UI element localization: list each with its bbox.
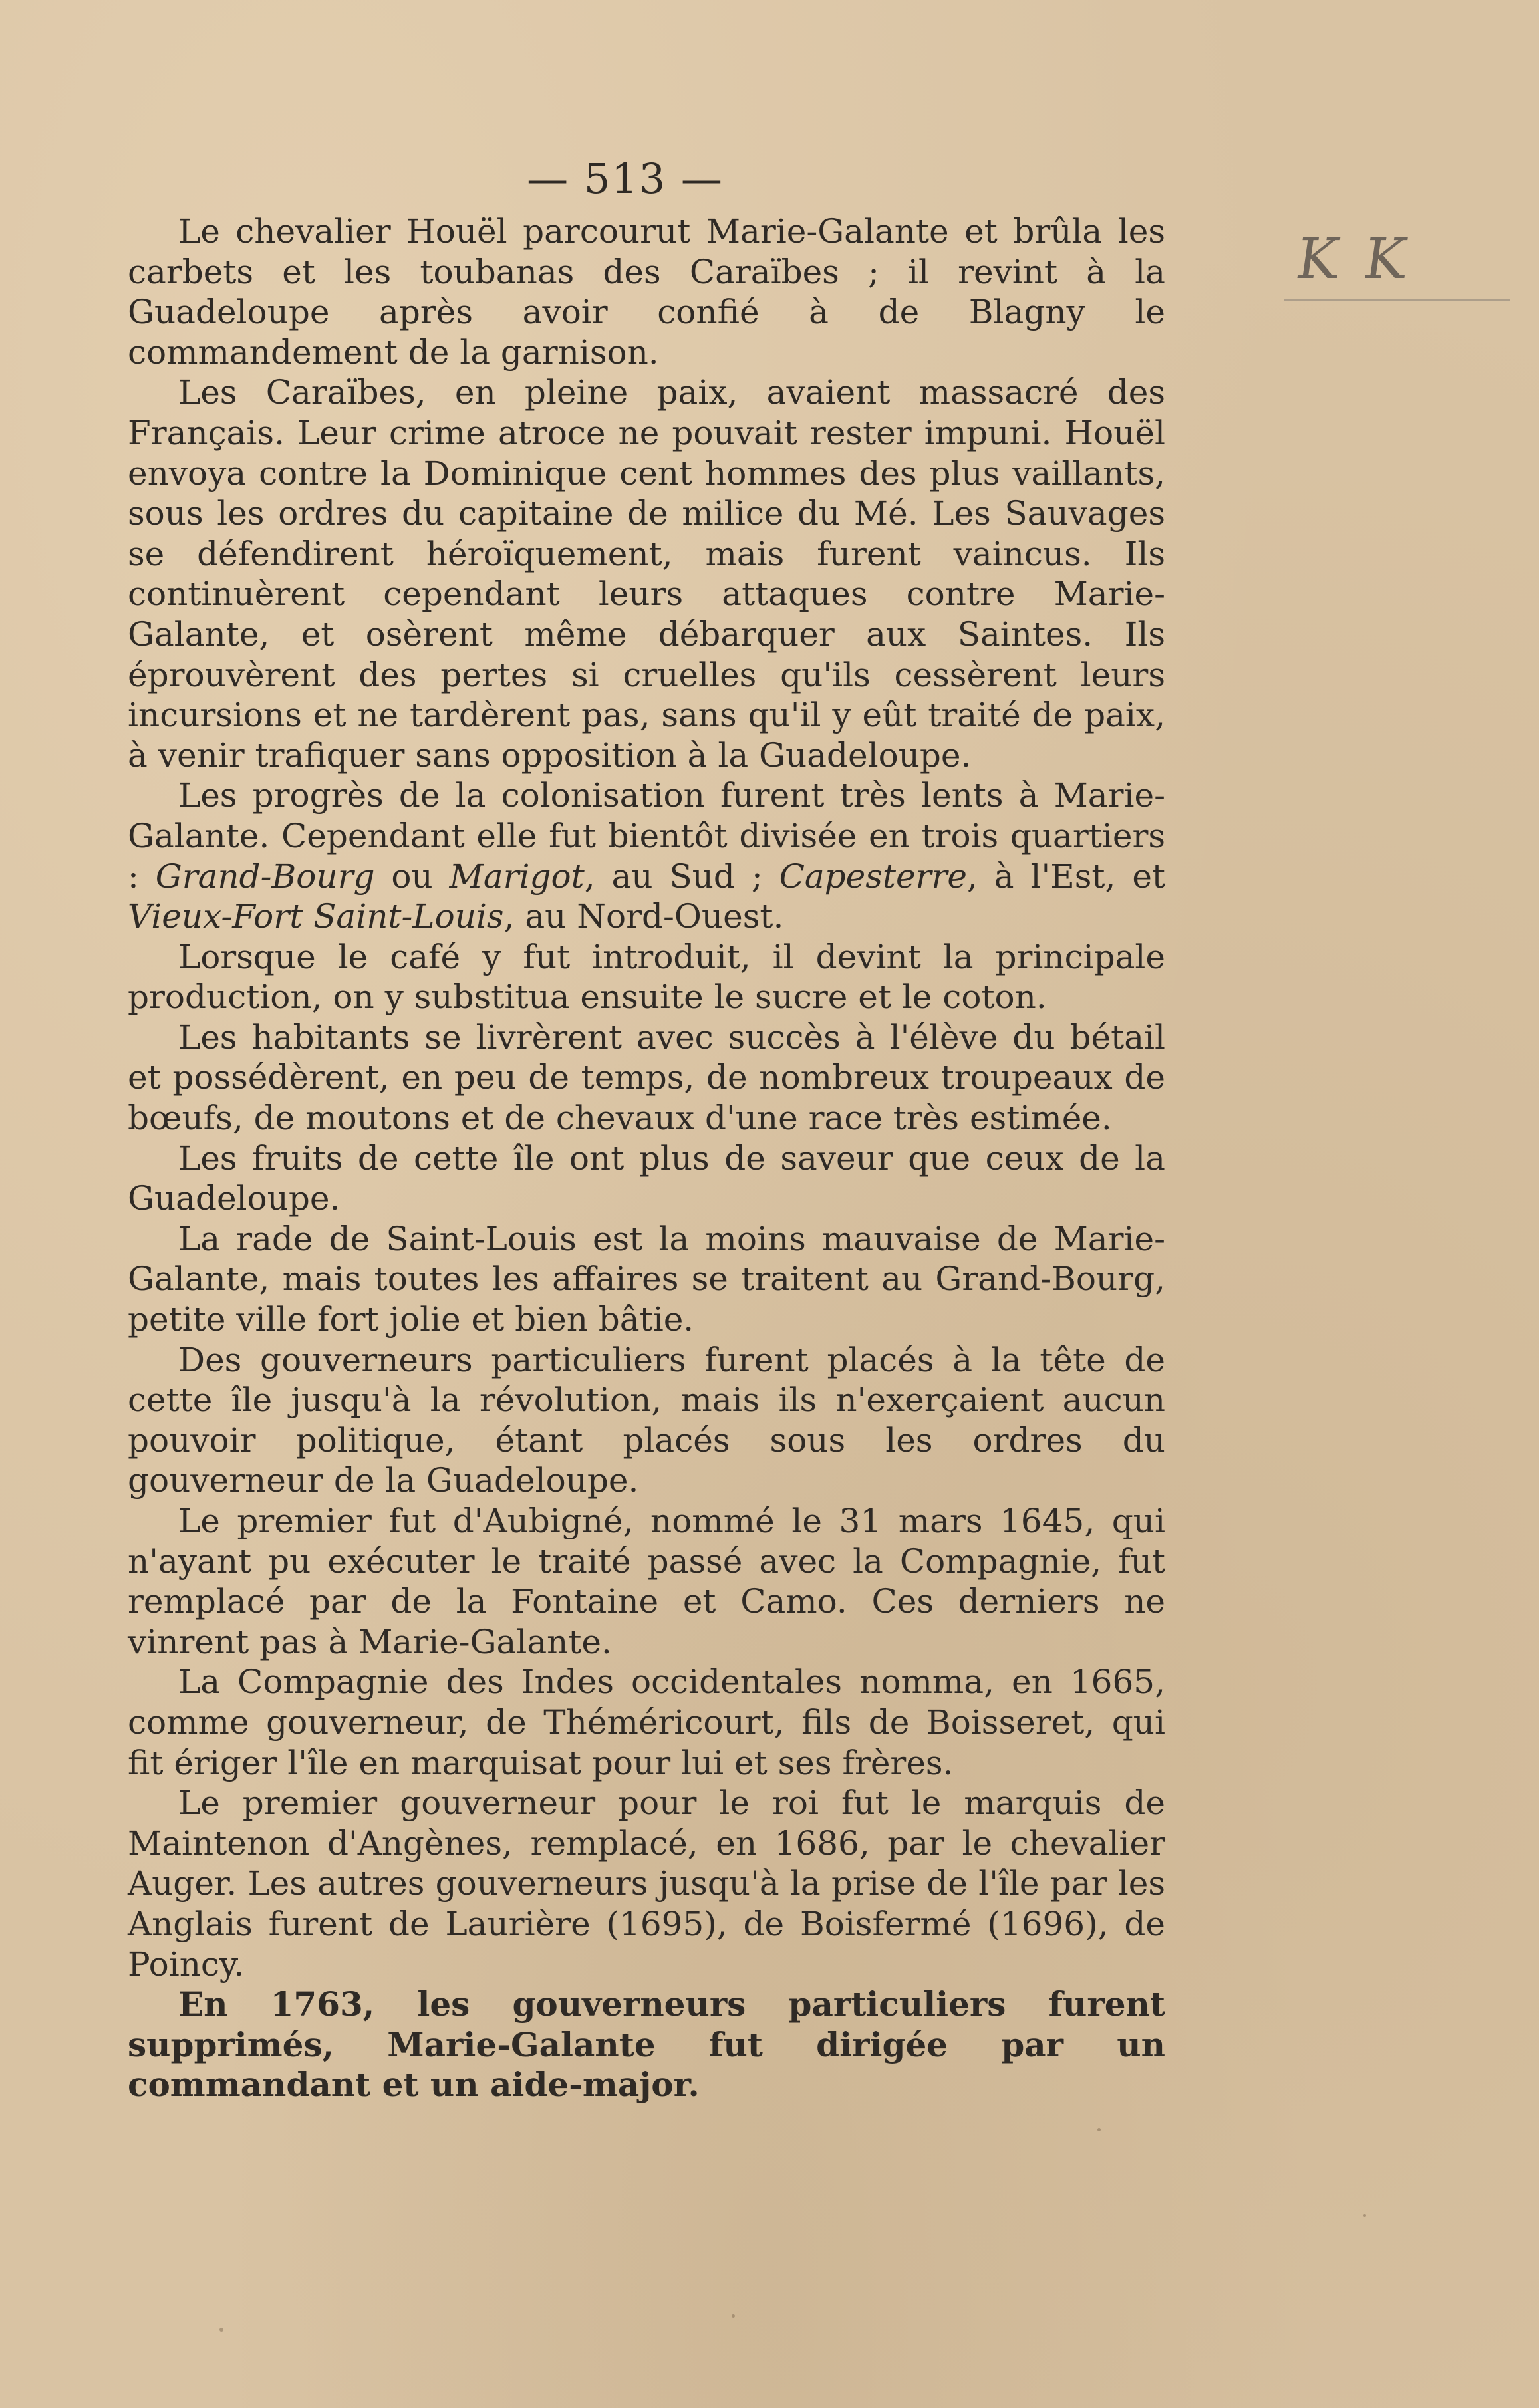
paragraph: Lorsque le café y fut introduit, il devint la principale production, on y substitua ensuite le sucre et le coton. (128, 937, 1165, 1017)
paragraph: Le premier fut d'Aubigné, nommé le 31 mars 1645, qui n'ayant pu exécuter le traité passé avec la Compagnie, fut remplacé par de la Fontaine et Camo. Ces derniers ne vinrent pas à Marie-Galante. (128, 1502, 1165, 1661)
paragraph: Les Caraïbes, en pleine paix, avaient massacré des Français. Leur crime atroce ne pouvait rester impuni. Houël envoya contre la Dominique cent hommes des plus vaillants, sous les ordres du capitaine de milice du Mé. Les Sauvages se défendirent héroïquement, mais furent vaincus. Ils continuèrent cependant leurs attaques contre Marie-Galante, et osèrent même débarquer aux Saintes. Ils éprouvèrent des pertes si cruelles qu'ils cessèrent leurs incursions et ne tardèrent pas, sans qu'il y eût traité de paix, à venir trafiquer sans opposition à la Guadeloupe. (128, 373, 1165, 775)
paragraph: La Compagnie des Indes occidentales nomma, en 1665, comme gouverneur, de Théméricourt, fils de Boisseret, qui fit ériger l'île en marquisat pour lui et ses frères. (128, 1663, 1165, 1782)
paragraph: Les fruits de cette île ont plus de saveur que ceux de la Guadeloupe. (128, 1138, 1165, 1218)
paper-speck (732, 2314, 735, 2318)
paper-speck (1363, 2214, 1366, 2217)
quarter-direction: , à l'Est, et (967, 857, 1165, 896)
margin-rule (1284, 299, 1510, 301)
paragraph: Le premier gouverneur pour le roi fut le marquis de Maintenon d'Angènes, remplacé, en 1686, par le chevalier Auger. Les autres gouverneurs jusqu'à la prise de l'île par les Anglais furent de Laurière (1695), de Boisfermé (1696), de Poincy. (128, 1784, 1165, 1984)
quarter-direction: , au Sud ; (584, 857, 779, 896)
quarter-name: Capesterre (779, 857, 967, 896)
paragraph-connector: ou (374, 857, 450, 896)
handwritten-margin-note: K K (1292, 226, 1415, 291)
paragraph: Le chevalier Houël parcourut Marie-Galante et brûla les carbets et les toubanas des Caraïbes ; il revint à la Guadeloupe après avoir confié à de Blagny le commandement de la garnison. (128, 212, 1165, 372)
page-number: — 513 — (527, 154, 724, 203)
quarter-name: Vieux-Fort Saint-Louis (128, 897, 504, 936)
quarter-name: Grand-Bourg (155, 857, 375, 896)
paragraph: La rade de Saint-Louis est la moins mauvaise de Marie-Galante, mais toutes les affaires se traitent au Grand-Bourg, petite ville fort jolie et bien bâtie. (128, 1219, 1165, 1339)
paragraph (128, 775, 1165, 936)
paragraph: Les habitants se livrèrent avec succès à l'élève du bétail et possédèrent, en peu de temps, de nombreux troupeaux de bœufs, de moutons et de chevaux d'une race très estimée. (128, 1017, 1165, 1138)
paper-speck (219, 2328, 223, 2332)
paper-speck (1097, 2128, 1101, 2131)
body-text (128, 211, 1165, 2105)
paragraph-intro: Les progrès de la colonisation furent très lents à Marie-Galante. Cependant elle fut bientôt divisée en trois quartiers : (128, 776, 1165, 896)
quarter-name: Marigot (449, 857, 585, 896)
paragraph: En 1763, les gouverneurs particuliers furent supprimés, Marie-Galante fut dirigée par un commandant et un aide-major. (128, 1984, 1165, 2105)
quarter-direction: , au Nord-Ouest. (503, 897, 784, 936)
paragraph: Des gouverneurs particuliers furent placés à la tête de cette île jusqu'à la révolution, mais ils n'exerçaient aucun pouvoir politique, étant placés sous les ordres du gouverneur de la Guadeloupe. (128, 1340, 1165, 1500)
